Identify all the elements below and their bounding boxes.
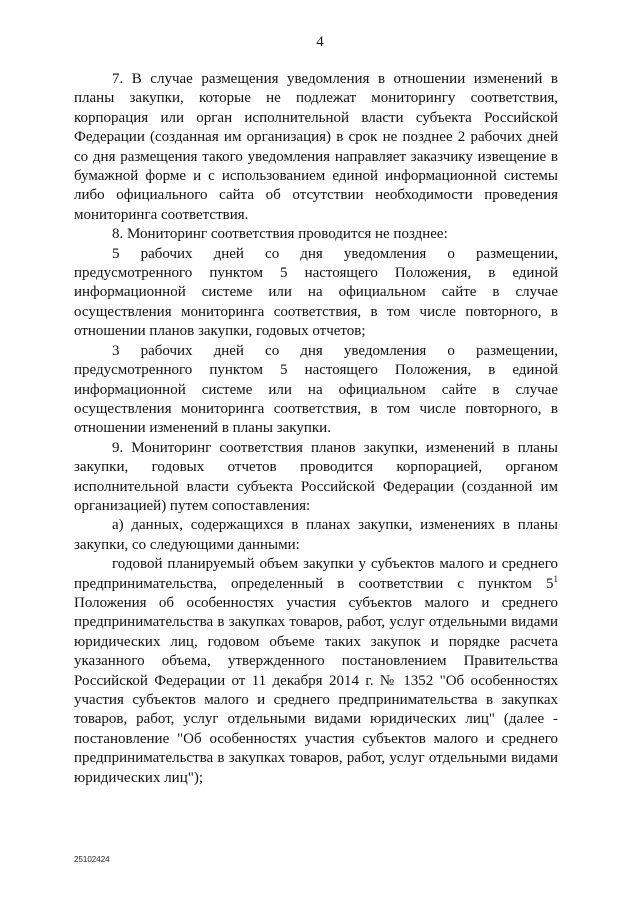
paragraph-7: 7. В случае размещения уведомления в отношении изменений в планы закупки, которые не подлежат мониторингу соответствия, корпорация или орган исполнительной власти субъекта Российской Федерации (созданная им организация) в срок не позднее 2 рабочих дней со дня размещения такого уведомления направляет заказчику извещение в бумажной форме и с использованием единой информационной системы либо официального сайта об отсутствии необходимости проведения мониторинга соответствия. bbox=[74, 71, 558, 223]
paragraph-9-item-a: а) данных, содержащихся в планах закупки, изменениях в планы закупки, со следующими данными: bbox=[74, 517, 558, 553]
detail-text-end: Положения об особенностях участия субъектов малого и среднего предпринимательства в закупках товаров, работ, услуг отдельными видами юридических лиц, годовом объеме таких закупок и порядке расчета указанного объема, утвержденного постановлением Правительства Российской Федерации от 11 декабря 2014 г. № 1352 "Об особенностях участия субъектов малого и среднего предпринимательства в закупках товаров, работ, услуг отдельными видами юридических лиц" (далее - постановление "Об особенностях участия субъектов малого и среднего предпринимательства в закупках товаров, работ, услуг отдельными видами юридических лиц"); bbox=[74, 594, 558, 786]
document-code: 25102424 bbox=[74, 855, 110, 864]
paragraph-9-item-a-detail bbox=[74, 555, 558, 788]
document-body bbox=[74, 70, 558, 788]
page-number: 4 bbox=[316, 34, 324, 50]
paragraph-8-item-2: 3 рабочих дней со дня уведомления о размещении, предусмотренного пунктом 5 настоящего Положения, в единой информационной системе или на официальном сайте в случае осуществления мониторинга соответствия, в том числе повторного, в отношении изменений в планы закупки. bbox=[74, 342, 558, 437]
superscript-reference: 1 bbox=[553, 573, 558, 584]
paragraph-9: 9. Мониторинг соответствия планов закупки, изменений в планы закупки, годовых отчетов проводится корпорацией, органом исполнительной власти субъекта Российской Федерации (созданной им организацией) путем сопоставления: bbox=[74, 439, 558, 514]
detail-text-start: годовой планируемый объем закупки у субъектов малого и среднего предпринимательства, определенный в соответствии с пунктом 5 bbox=[74, 556, 558, 592]
paragraph-8-item-1: 5 рабочих дней со дня уведомления о размещении, предусмотренного пунктом 5 настоящего Положения, в единой информационной системе или на официальном сайте в случае осуществления мониторинга соответствия, в том числе повторного, в отношении планов закупки, годовых отчетов; bbox=[74, 245, 558, 340]
paragraph-8: 8. Мониторинг соответствия проводится не позднее: bbox=[112, 226, 448, 243]
